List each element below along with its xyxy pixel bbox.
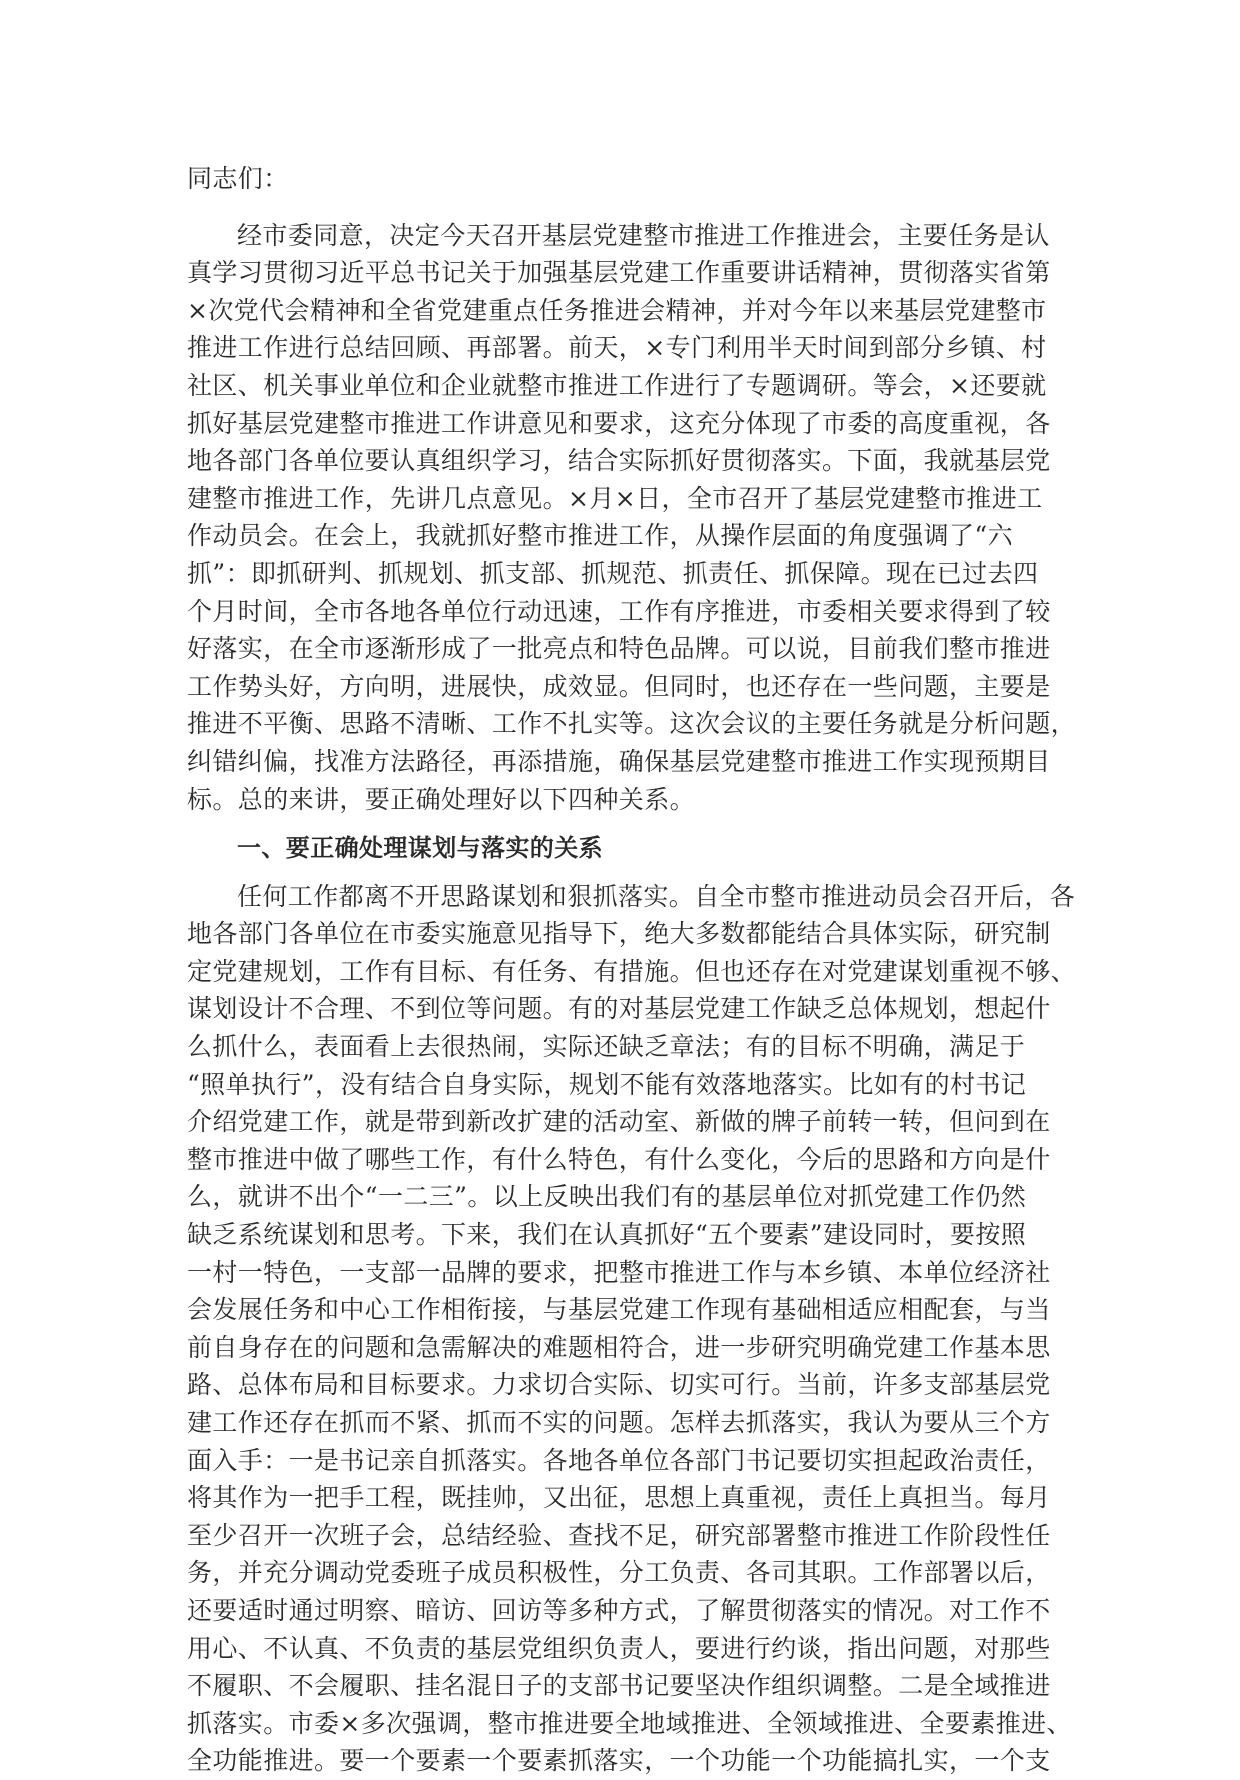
text-line: 么，就讲不出个“一二三”。以上反映出我们有的基层单位对抓党建工作仍然 — [187, 1182, 1027, 1212]
text-line: “照单执行”，没有结合自身实际，规划不能有效落地落实。比如有的村书记 — [187, 1069, 1027, 1099]
text-line: 用心、不认真、不负责的基层党组织负责人，要进行约谈，指出问题，对那些 — [187, 1633, 1051, 1663]
text-line: 一村一特色，一支部一品牌的要求，把整市推进工作与本乡镇、本单位经济社 — [187, 1257, 1051, 1287]
text-line: 整市推进中做了哪些工作，有什么特色，有什么变化，今后的思路和方向是什 — [187, 1144, 1051, 1174]
text-line: 还要适时通过明察、暗访、回访等多种方式，了解贯彻落实的情况。对工作不 — [187, 1595, 1051, 1625]
text-line: 地各部门各单位要认真组织学习，结合实际抓好贯彻落实。下面，我就基层党 — [187, 446, 1051, 476]
text-line: 抓”：即抓研判、抓规划、抓支部、抓规范、抓责任、抓保障。现在已过去四 — [187, 558, 1039, 588]
text-line: 会发展任务和中心工作相衔接，与基层党建工作现有基础相适应相配套，与当 — [187, 1295, 1051, 1325]
text-line: 抓好基层党建整市推进工作讲意见和要求，这充分体现了市委的高度重视，各 — [187, 408, 1051, 438]
paragraph-intro — [187, 217, 1077, 819]
salutation: 同志们： — [187, 164, 289, 193]
section-heading: 一、要正确处理谋划与落实的关系 — [237, 834, 603, 863]
text-line: 务，并充分调动党委班子成员积极性，分工负责、各司其职。工作部署以后， — [187, 1558, 1051, 1588]
paragraph-section-1 — [187, 878, 1077, 1780]
text-line: 谋划设计不合理、不到位等问题。有的对基层党建工作缺乏总体规划，想起什 — [187, 994, 1051, 1024]
text-line: 面入手：一是书记亲自抓落实。各地各单位各部门书记要切实担起政治责任， — [187, 1445, 1051, 1475]
text-line: 介绍党建工作，就是带到新改扩建的活动室、新做的牌子前转一转，但问到在 — [187, 1107, 1051, 1137]
text-line: 将其作为一把手工程，既挂帅，又出征，思想上真重视，责任上真担当。每月 — [187, 1483, 1051, 1513]
text-line: 至少召开一次班子会，总结经验、查找不足，研究部署整市推进工作阶段性任 — [187, 1520, 1051, 1550]
text-line: 缺乏系统谋划和思考。下来，我们在认真抓好“五个要素”建设同时，要按照 — [187, 1220, 1027, 1250]
text-line: 建整市推进工作，先讲几点意见。×月×日，全市召开了基层党建整市推进工 — [187, 483, 1043, 513]
text-line: 地各部门各单位在市委实施意见指导下，绝大多数都能结合具体实际，研究制 — [187, 919, 1051, 949]
text-line: 建工作还存在抓而不紧、抓而不实的问题。怎样去抓落实，我认为要从三个方 — [187, 1408, 1051, 1437]
text-line: 工作势头好，方向明，进展快，成效显。但同时，也还存在一些问题，主要是 — [187, 671, 1051, 701]
text-line: 全功能推进。要一个要素一个要素抓落实，一个功能一个功能搞扎实，一个支 — [187, 1746, 1051, 1776]
text-line: 经市委同意，决定今天召开基层党建整市推进工作推进会，主要任务是认 — [237, 220, 1050, 250]
text-line: 标。总的来讲，要正确处理好以下四种关系。 — [187, 784, 696, 814]
text-line: 不履职、不会履职、挂名混日子的支部书记要坚决作组织调整。二是全域推进 — [187, 1671, 1051, 1701]
text-line: ×次党代会精神和全省党建重点任务推进会精神，并对今年以来基层党建整市 — [187, 295, 1047, 325]
text-line: 纠错纠偏，找准方法路径，再添措施，确保基层党建整市推进工作实现预期目 — [187, 746, 1051, 776]
text-line: 推进工作进行总结回顾、再部署。前天，×专门利用半天时间到部分乡镇、村 — [187, 333, 1047, 363]
text-line: 作动员会。在会上，我就抓好整市推进工作，从操作层面的角度强调了“六 — [187, 521, 1013, 551]
text-line: 么抓什么，表面看上去很热闹，实际还缺乏章法；有的目标不明确，满足于 — [187, 1032, 1026, 1062]
text-line: 前自身存在的问题和急需解决的难题相符合，进一步研究明确党建工作基本思 — [187, 1332, 1051, 1362]
document-page — [187, 160, 1077, 1780]
text-line: 任何工作都离不开思路谋划和狠抓落实。自全市整市推进动员会召开后，各 — [237, 881, 1076, 911]
text-line: 定党建规划，工作有目标、有任务、有措施。但也还存在对党建谋划重视不够、 — [187, 956, 1077, 986]
text-line: 真学习贯彻习近平总书记关于加强基层党建工作重要讲话精神，贯彻落实省第 — [187, 258, 1051, 288]
text-line: 抓落实。市委×多次强调，整市推进要全地域推进、全领域推进、全要素推进、 — [187, 1708, 1072, 1738]
text-line: 路、总体布局和目标要求。力求切合实际、切实可行。当前，许多支部基层党 — [187, 1370, 1051, 1400]
text-line: 社区、机关事业单位和企业就整市推进工作进行了专题调研。等会，×还要就 — [187, 370, 1047, 400]
text-line: 推进不平衡、思路不清晰、工作不扎实等。这次会议的主要任务就是分析问题， — [187, 709, 1077, 739]
text-line: 个月时间，全市各地各单位行动迅速，工作有序推进，市委相关要求得到了较 — [187, 596, 1051, 626]
text-line: 好落实，在全市逐渐形成了一批亮点和特色品牌。可以说，目前我们整市推进 — [187, 634, 1051, 664]
